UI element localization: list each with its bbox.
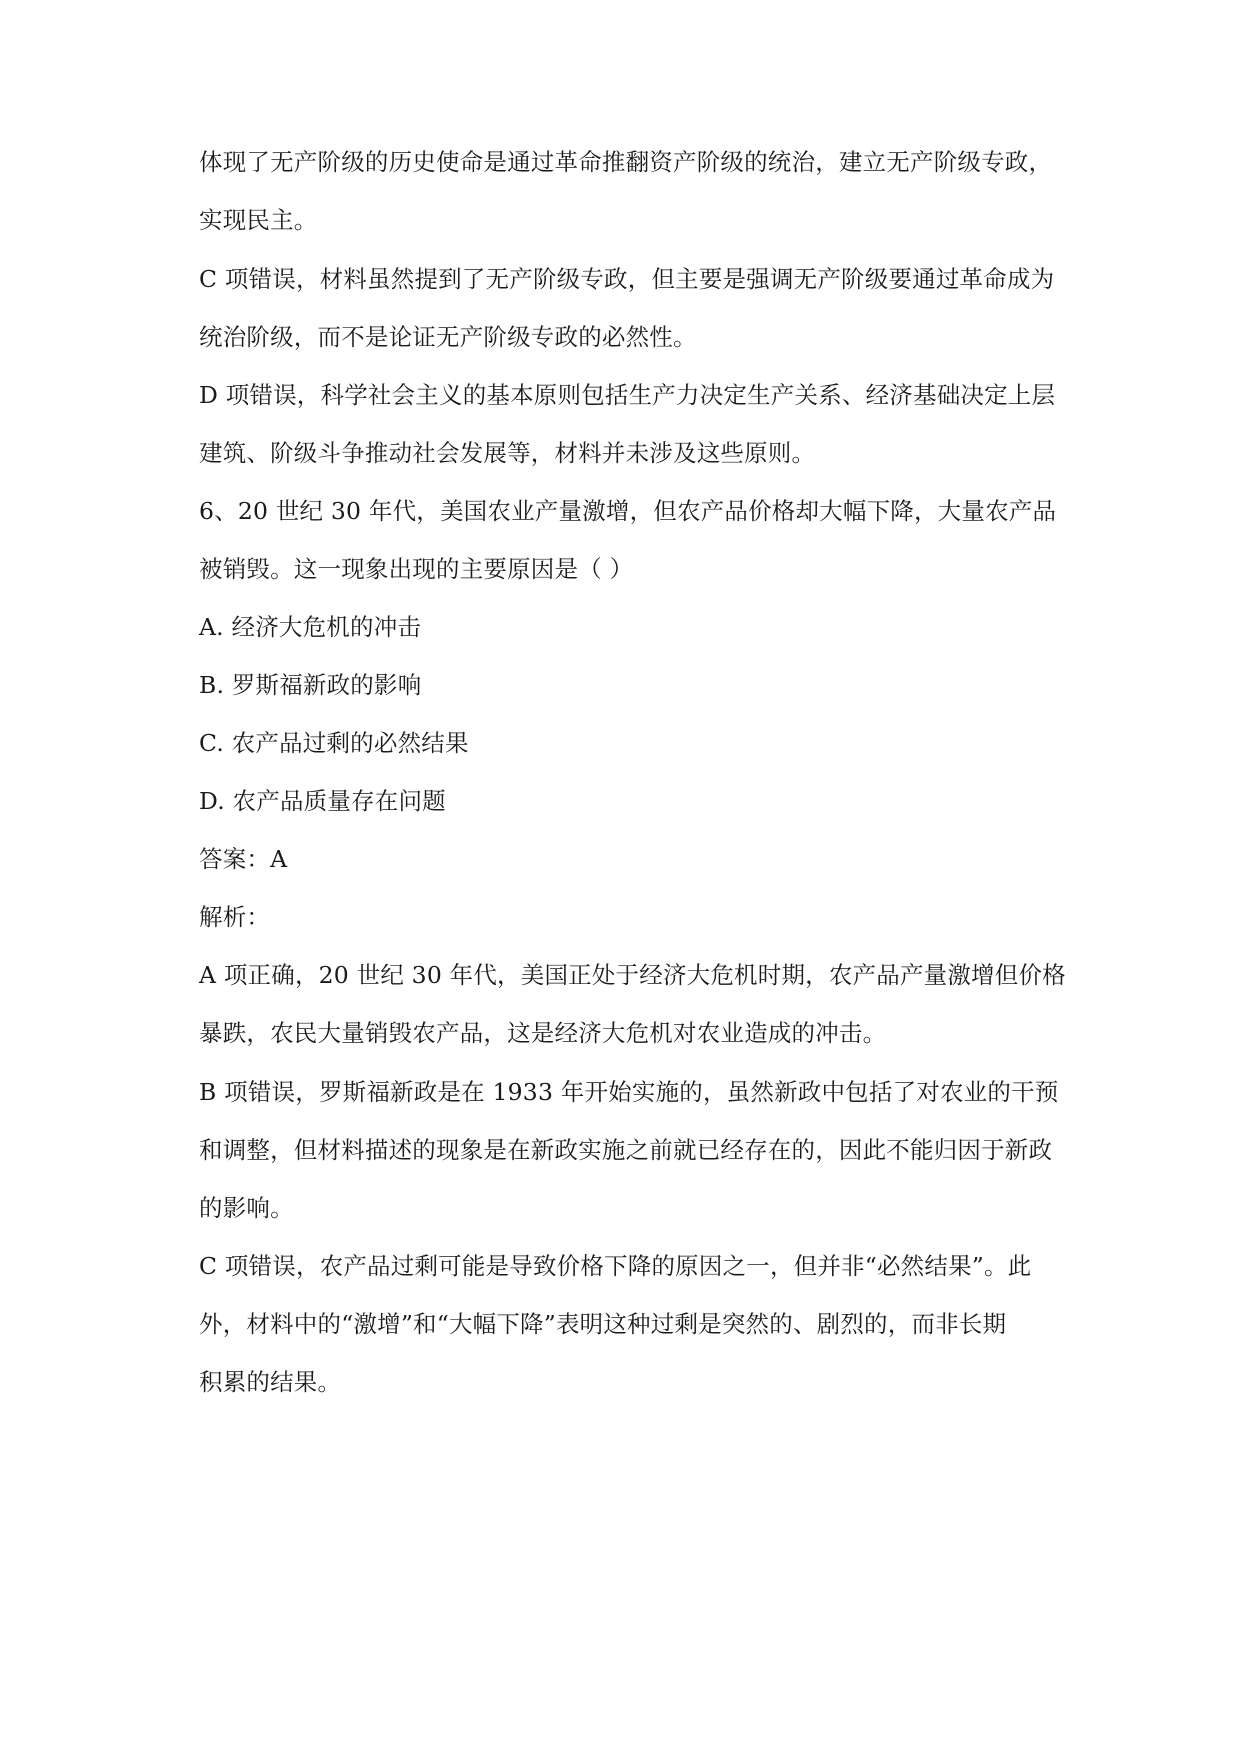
text-line: 的影响。 — [199, 1194, 294, 1222]
text-line: 和调整，但材料描述的现象是在新政实施之前就已经存在的，因此不能归因于新政 — [199, 1136, 1053, 1164]
question-stem: 6、20 世纪 30 年代，美国农业产量激增，但农产品价格却大幅下降，大量农产品 — [199, 497, 1057, 525]
text-line: 建筑、阶级斗争推动社会发展等，材料并未涉及这些原则。 — [199, 439, 816, 467]
text-line: 实现民主。 — [199, 206, 318, 234]
option-a: A. 经济大危机的冲击 — [199, 613, 422, 641]
text-line: 暴跌，农民大量销毁农产品，这是经济大危机对农业造成的冲击。 — [199, 1019, 887, 1047]
text-line: D 项错误，科学社会主义的基本原则包括生产力决定生产关系、经济基础决定上层 — [199, 381, 1056, 409]
text-line: C 项错误，材料虽然提到了无产阶级专政，但主要是强调无产阶级要通过革命成为 — [199, 265, 1055, 293]
option-c: C. 农产品过剩的必然结果 — [199, 729, 469, 757]
text-line: C 项错误，农产品过剩可能是导致价格下降的原因之一，但并非“必然结果”。此 — [199, 1252, 1032, 1280]
analysis-heading: 解析： — [199, 903, 271, 931]
option-b: B. 罗斯福新政的影响 — [199, 671, 422, 699]
question-stem: 被销毁。这一现象出现的主要原因是（ ） — [199, 555, 634, 583]
text-line: 积累的结果。 — [199, 1368, 342, 1396]
text-line: 统治阶级，而不是论证无产阶级专政的必然性。 — [199, 323, 697, 351]
text-line: 体现了无产阶级的历史使命是通过革命推翻资产阶级的统治，建立无产阶级专政， — [199, 148, 1053, 176]
option-d: D. 农产品质量存在问题 — [199, 787, 446, 815]
answer-line: 答案：A — [199, 845, 288, 873]
text-line: A 项正确，20 世纪 30 年代，美国正处于经济大危机时期，农产品产量激增但价格 — [199, 961, 1066, 989]
text-line: 外，材料中的“激增”和“大幅下降”表明这种过剩是突然的、剧烈的，而非长期 — [199, 1310, 1007, 1338]
text-line: B 项错误，罗斯福新政是在 1933 年开始实施的，虽然新政中包括了对农业的干预 — [199, 1078, 1059, 1106]
